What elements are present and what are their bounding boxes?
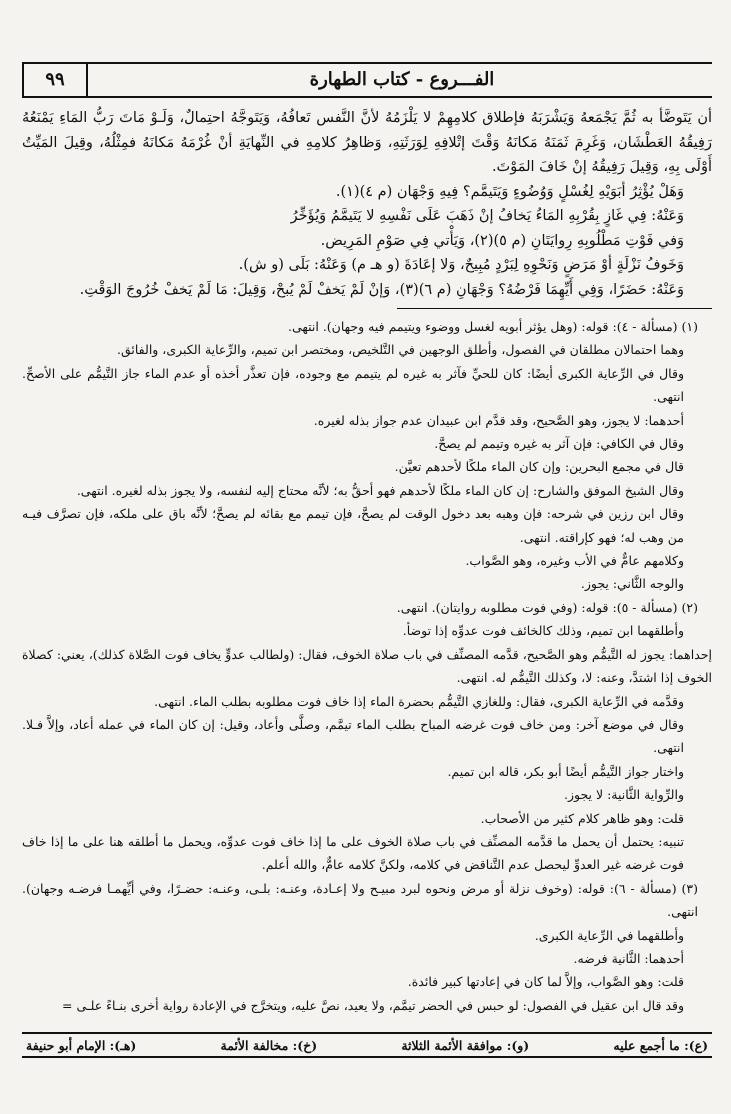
footnote-separator	[397, 308, 712, 309]
page-number: ٩٩	[22, 64, 88, 96]
footnote-line: أحدهما: لا يجوز، وهو الصَّحيح، وقد قدَّم ابن عبيدان عدم جواز بذله لغيره.	[313, 412, 684, 428]
footnote-line: وقال في الكافي: فإن آثر به غيره وتيمم لم يصحَّ.	[434, 436, 684, 452]
main-paragraph: وَعَنْهُ: فِي غَازٍ بِقُرْبِهِ المَاءُ يَخافُ إنْ ذَهَبَ عَلَى نَفْسِهِ لا يَتَيمَّمُ وَيُؤَخِّرُ	[290, 208, 684, 224]
page	[22, 62, 712, 1017]
footer-key: (خ): مخالفة الأئمة	[220, 1037, 318, 1053]
footnotes	[22, 315, 712, 1017]
page-header	[22, 62, 712, 98]
footnote-line: والوجه الثَّاني: يجوز.	[580, 576, 684, 592]
main-paragraph: وَعَنْهُ: حَضَرًا، وَفِي أَيِّهِمَا فَرْضُهُ؟ وَجْهَانِ (م ٦)(٣)، وَإنْ لَمْ يَخفْ لَمْ يُبحْ، وَقِيلَ: مَا لَمْ يَخفْ خُرُوجَ الوَقْتِ.	[79, 281, 684, 298]
main-paragraph: وَهَلْ يُؤْثِرُ أبَوَيْهِ لِغُسْلٍ وَوُضُوءٍ وَيَتَيمَّم؟ فِيهِ وَجْهَان (م ٤)(١).	[335, 183, 684, 200]
footnote-line: قال في مجمع البحرين: وإن كان الماء ملكًا لأحدهم تعيَّن.	[394, 459, 684, 475]
footnote-line: إحداهما: يجوز له التَّيمُّم وهو الصَّحيح، قدَّمه المصنِّف في باب صلاة الخوف، فقال: (ولطالب عدوٍّ يخاف فوت الصَّلاة كذلك)، يعني: كصلاة الخوف إذا اشتدَّ، وعنه: لا، وكذلك التَّيمُّم له. انتهى.	[22, 646, 712, 686]
footnote-line: والرِّواية الثَّانية: لا يجوز.	[564, 787, 684, 803]
footnote-line: وقال في موضع آخر: ومن خاف فوت غرضه المباح بطلب الماء تيمَّم، وصلَّى وأعاد، وقيل: إن كان الماء في عمله أعاد، وإلاَّ فـلا. انتهى.	[22, 716, 684, 756]
footnote-line: (١) (مسألة - ٤): قوله: (وهل يؤثر أبويه لغسل ووضوء ويتيمم فيه وجهان). انتهى.	[287, 319, 698, 334]
main-paragraph: أن يَتَوضَّأ به ثُمَّ يَجْمَعهُ وَيَشْرَبَهُ فإطلاق كلامِهِمْ لا يَلْزَمُهُ لأنَّ النَّفس تَعافُهُ، وَيَتَوجَّهُ احتِمالٌ، وَلَـوْ مَاتَ رَبُّ المَاءِ يَمْنَعُهُ رَفِيقُهُ العَطْشَان، وَغَرِمَ ثَمَنَهُ مَكانَهُ وَقْتَ إتْلافِهِ لِوَرَثَتِهِ، وَظاهِرُ كلامِهِ في النِّهايَةِ أنْ غُرْمَهُ مَكانَهُ فمِثْلُهُ، وقِيلَ المَيِّتُ أَوْلَى بِهِ، وَقِيلَ رَفِيقُهُ إنْ خَافَ المَوْتَ.	[22, 110, 712, 175]
footer-key: (هـ): الإمام أبو حنيفة	[26, 1037, 137, 1053]
running-title: الفـــروع - كتاب الطهارة	[309, 69, 495, 90]
footer-key: (و): موافقة الأئمة الثلاثة	[401, 1037, 530, 1053]
footnote-line: أحدهما: الثَّانية فرضه.	[573, 950, 684, 966]
footnote-line: وقد قال ابن عقيل في الفصول: لو حبس في الحضر تيمَّم، ولا يعيد، نصَّ عليه، ويتخرَّج في الإعادة رواية أخرى بنـاءً علـى =	[62, 997, 684, 1013]
main-paragraph: وَفي فَوْتِ مَطْلُوبِهِ رِوايَتَانِ (م ٥)(٢)، وَيَأْتي فِي صَوْمِ المَرِيض.	[320, 232, 684, 249]
footnote-line: وأطلقهما ابن تميم، وذلك كالخائف فوت عدوِّه إذا توضأ.	[402, 623, 684, 639]
footnote-line: وقدَّمه في الرِّعاية الكبرى، فقال: وللغازي التَّيمُّم بحضرة الماء إذا خاف فوت مطلوبه بطلب الماء. انتهى.	[154, 693, 684, 709]
footnote-line: (٢) (مسألة - ٥): قوله: (وفي فوت مطلوبه روايتان). انتهى.	[396, 599, 698, 615]
footnote-line: وكلامهم عامٌّ في الأب وغيره، وهو الصَّواب.	[465, 553, 684, 569]
footnote-line: وأطلقهما في الرِّعاية الكبرى.	[534, 927, 684, 943]
footnote-line: قلت: وهو الصَّواب، وإلاَّ لما كان في إعادتها كبير فائدة.	[407, 974, 684, 990]
main-text	[22, 106, 712, 302]
footnote-line: (٣) (مسألة - ٦): قوله: (وخوف نزلة أو مرض ونحوه لبرد مبيـح ولا إعـادة، وعنـه: بلـى، وعنـه: حضـرًا، وفي أيِّهمـا فرضـه وجهان). انتهى.	[22, 880, 698, 920]
footnote-line: وقال الشيخ الموفق والشارح: إن كان الماء ملكًا لأحدهم فهو أحقُّ به؛ لأنَّه محتاج إليه لنفسه، ولا يجوز بذله لغيره. انتهى.	[76, 482, 684, 498]
main-paragraph: وَخَوفُ نَزْلَةٍ أوْ مَرَضٍ وَنَحْوِهِ لِبَرْدٍ مُبِيحٌ، وَلا إعَادَةَ (و هـ م) وَعَنْهُ: بَلَى (و ش).	[238, 257, 684, 273]
footer-key: (ع): ما أجمع عليه	[613, 1037, 708, 1053]
page-footer	[22, 1032, 712, 1058]
footnote-line: واختار جواز التَّيمُّم أيضًا أبو بكر، قاله ابن تميم.	[447, 763, 684, 779]
footnote-line: وهما احتمالان مطلقان في الفصول، وأطلق الوجهين في التَّلخيص، ومختصر ابن تميم، والرِّعاية الكبرى، والفائق.	[117, 342, 684, 358]
footnote-line: وقال ابن رزين في شرحه: فإن وهبه بعد دخول الوقت لم يصحَّ، فإن تيمم مع بقائه لم يصحَّ؛ لأنَّه باق على ملكه، فإن تصرَّف فيـه من وهب له؛ فهو كإراقته. انتهى.	[22, 506, 684, 545]
footnote-line: تنبيه: يحتمل أن يحمل ما قدَّمه المصنِّف في باب صلاة الخوف على ما إذا خاف فوت عدوِّه، ويحمل ما أطلقه هنا على ما إذا خاف فوت غرضه غير العدوِّ ليحصل عدم التَّناقض في كلامه، ولكنَّ كلامه عامٌّ، والله أعلم.	[22, 833, 684, 873]
footnote-line: قلت: وهو ظاهر كلام كثير من الأصحاب.	[480, 810, 684, 826]
footnote-line: وقال في الرِّعاية الكبرى أيضًا: كان للحيِّ فآثر به غيره لم يتيمم مع وجوده، فإن تعذَّر أخذه أو عدم الماء جاز التَّيمُّم على الأصحِّ. انتهى.	[22, 365, 684, 405]
